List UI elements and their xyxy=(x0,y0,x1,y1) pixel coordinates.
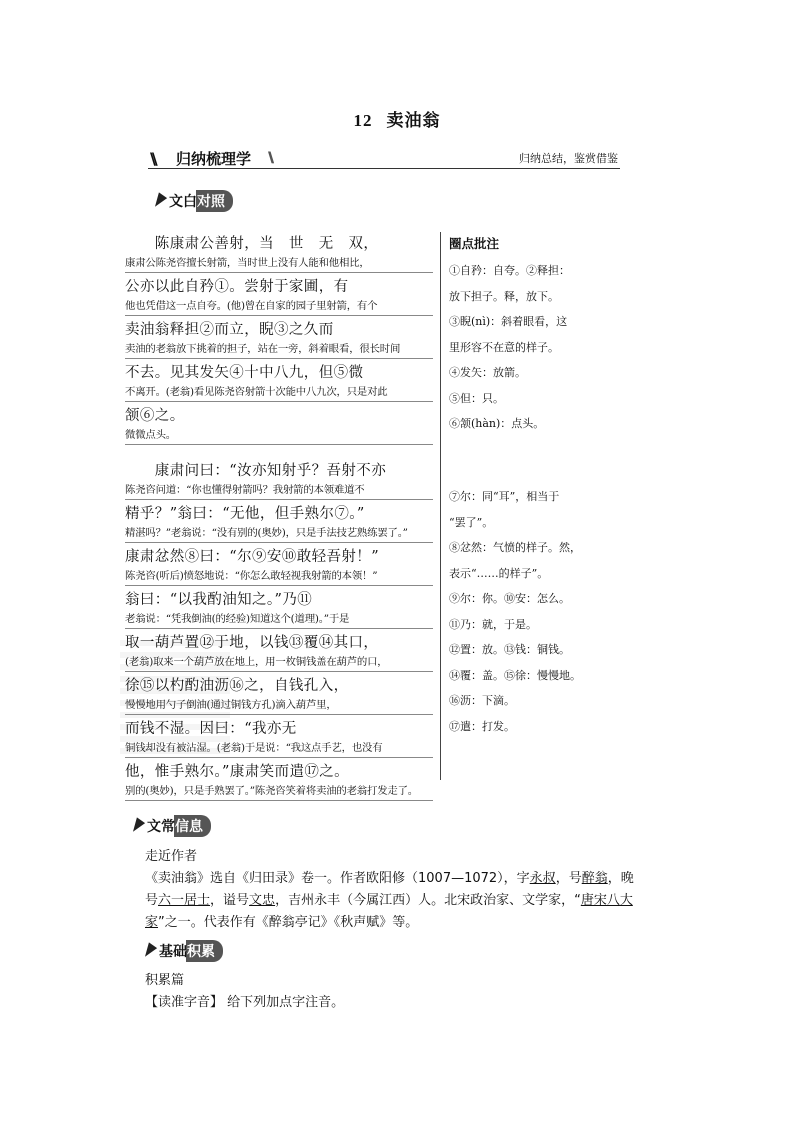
banner-subtitle: 归纳总结，鉴赏借鉴 xyxy=(519,152,618,165)
banner-slash-icon: \\ xyxy=(150,149,154,168)
translation-line: 精湛吗？”老翁说：“没有别的(奥妙)，只是手法技艺熟练罢了。” xyxy=(125,525,433,543)
tag-wenbai xyxy=(152,190,233,212)
translation-line: 别的(奥妙)，只是手熟罢了。”陈尧咨笑着将卖油的老翁打发走了。 xyxy=(125,783,433,801)
classical-text xyxy=(125,234,433,805)
tag-wenchang-b: 信息 xyxy=(175,819,203,835)
author-section xyxy=(145,846,645,934)
translation-line: 卖油的老翁放下挑着的担子，站在一旁，斜着眼看，很长时间 xyxy=(125,341,433,359)
author-text-6: ”之 xyxy=(158,915,178,930)
author-hao: 醉翁 xyxy=(581,871,608,886)
translation-line: 陈尧咨(听后)愤怒地说：“你怎么敢轻视我射箭的本领！” xyxy=(125,568,433,586)
note-item xyxy=(449,437,599,463)
author-heading: 走近作者 xyxy=(145,849,198,864)
original-line: 精乎？”翁曰：“无他，但手熟尔⑦。” xyxy=(125,506,365,522)
note-item: “罢了”。 xyxy=(449,515,494,529)
author-zi: 永叔 xyxy=(529,871,556,886)
tag-wenbai-a: 文白 xyxy=(169,194,197,210)
author-text-7: 一。代表作有《醉翁亭记》《秋声赋》等。 xyxy=(177,915,419,930)
original-line: 而钱不湿。因曰：“我亦无 xyxy=(125,721,297,737)
author-text-3: ，晚号 xyxy=(145,871,634,908)
translation-line: 微微点头。 xyxy=(125,427,433,445)
tag-wenbai-b: 对照 xyxy=(197,194,225,210)
translation-line: 老翁说：“凭我倒油(的经验)知道这个(道理)。”于是 xyxy=(125,611,433,629)
original-line: 卖油翁释担②而立，睨③之久而 xyxy=(125,322,334,338)
author-paragraph xyxy=(145,868,645,934)
translation-line: 康肃公陈尧咨擅长射箭，当时世上没有人能和他相比， xyxy=(125,255,433,273)
author-shi: 文忠 xyxy=(249,893,276,908)
original-line: 取一葫芦置⑫于地，以钱⑬覆⑭其口， xyxy=(125,635,379,651)
original-line: 翁曰：“以我酌油知之。”乃⑪ xyxy=(125,592,313,608)
original-line: 徐⑮以杓酌油沥⑯之，自钱孔入， xyxy=(125,678,349,694)
note-item: ⑦尔：同“耳”，相当于 xyxy=(449,490,560,503)
banner-label: 归纳梳理学 xyxy=(176,150,252,168)
author-text-4: ，谥号 xyxy=(210,893,250,908)
translation-line: (老翁)取来一个葫芦放在地上，用一枚铜钱盖在葫芦的口， xyxy=(125,654,433,672)
author-wanhao: 六一居士 xyxy=(158,893,211,908)
note-item: ⑯沥：下滴。 xyxy=(449,694,515,707)
pen-icon xyxy=(129,817,145,834)
banner-slash-icon: \\\ xyxy=(268,150,271,166)
note-item: ④发矢：放箭。 xyxy=(449,366,526,379)
accum-task xyxy=(145,992,645,1014)
author-text-5: ，吉州永丰（今属江西）人。北宋政治家、文学家，“ xyxy=(275,893,581,908)
note-item: ⑪乃：就，于是。 xyxy=(449,617,537,631)
original-line: 康肃忿然⑧曰：“尔⑨安⑩敢轻吾射！” xyxy=(125,549,380,565)
column-divider xyxy=(440,232,441,780)
note-item: 里形容不在意的样子。 xyxy=(449,340,559,354)
accum-task-label: 【读准字音】 xyxy=(145,995,224,1010)
tag-wenchang xyxy=(130,815,211,837)
note-item: ⑫置：放。⑬钱：铜钱。 xyxy=(449,643,570,656)
tag-jichu xyxy=(142,940,223,962)
page-title xyxy=(0,106,794,131)
tag-jichu-a: 基础 xyxy=(159,944,187,960)
notes-heading: 圈点批注 xyxy=(449,236,500,251)
accumulation-section xyxy=(145,970,645,1014)
lesson-number: 12 xyxy=(353,111,373,130)
note-item: ⑭覆：盖。⑮徐：慢慢地。 xyxy=(449,668,581,682)
lesson-title: 卖油翁 xyxy=(386,111,441,131)
tag-jichu-b: 积累 xyxy=(187,944,215,960)
translation-line: 慢慢地用勺子倒油(通过铜钱方孔)滴入葫芦里， xyxy=(125,697,433,715)
translation-line: 铜钱却没有被沾湿。(老翁)于是说：“我这点手艺，也没有 xyxy=(125,740,433,758)
accum-heading: 积累篇 xyxy=(145,973,185,988)
accum-task-text: 给下列加点字注音。 xyxy=(227,995,345,1010)
note-item: 表示“……的样子”。 xyxy=(449,566,549,580)
note-item: 放下担子。释，放下。 xyxy=(449,289,559,303)
original-line: 公亦以此自矜①。尝射于家圃，有 xyxy=(125,279,349,295)
notes-list xyxy=(449,258,599,739)
author-tang: 唐宋八大家 xyxy=(145,893,633,930)
note-item: ①自矜：自夸。②释担： xyxy=(449,264,570,277)
author-text-1: 《卖油翁》选自《归田录》卷一。作者欧阳修（1007—1072），字 xyxy=(145,871,530,886)
annotation-column xyxy=(449,234,599,739)
translation-line: 陈尧咨问道：“你也懂得射箭吗？我射箭的本领难道不 xyxy=(125,482,433,500)
translation-line: 他也凭借这一点自夸。(他)曾在自家的园子里射箭，有个 xyxy=(125,298,433,316)
tag-wenchang-a: 文常 xyxy=(147,819,175,835)
original-line: 他，惟手熟尔。”康肃笑而遣⑰之。 xyxy=(125,764,350,780)
note-item: ⑨尔：你。⑩安：怎么。 xyxy=(449,592,570,605)
author-text-2: ，号 xyxy=(555,871,582,886)
original-line: 不去。见其发矢④十中八九，但⑤微 xyxy=(125,365,364,381)
original-line: 康肃问曰：“汝亦知射乎？吾射不亦 xyxy=(125,463,387,479)
pen-icon xyxy=(141,942,157,959)
section-banner xyxy=(148,146,620,169)
original-line: 颔⑥之。 xyxy=(125,408,185,424)
translation-line: 不离开。(老翁)看见陈尧咨射箭十次能中八九次，只是对此 xyxy=(125,384,433,402)
pen-icon xyxy=(151,192,167,209)
note-item: ⑧忿然：气愤的样子。然， xyxy=(449,541,581,554)
note-item: ③睨(nì)：斜着眼看，这 xyxy=(449,315,568,328)
note-item: ⑰遣：打发。 xyxy=(449,719,515,733)
original-line: 陈康肃公善射，当 世 无 双， xyxy=(125,236,379,252)
note-item: ⑤但：只。 xyxy=(449,391,504,405)
note-item: ⑥颔(hàn)：点头。 xyxy=(449,417,545,430)
